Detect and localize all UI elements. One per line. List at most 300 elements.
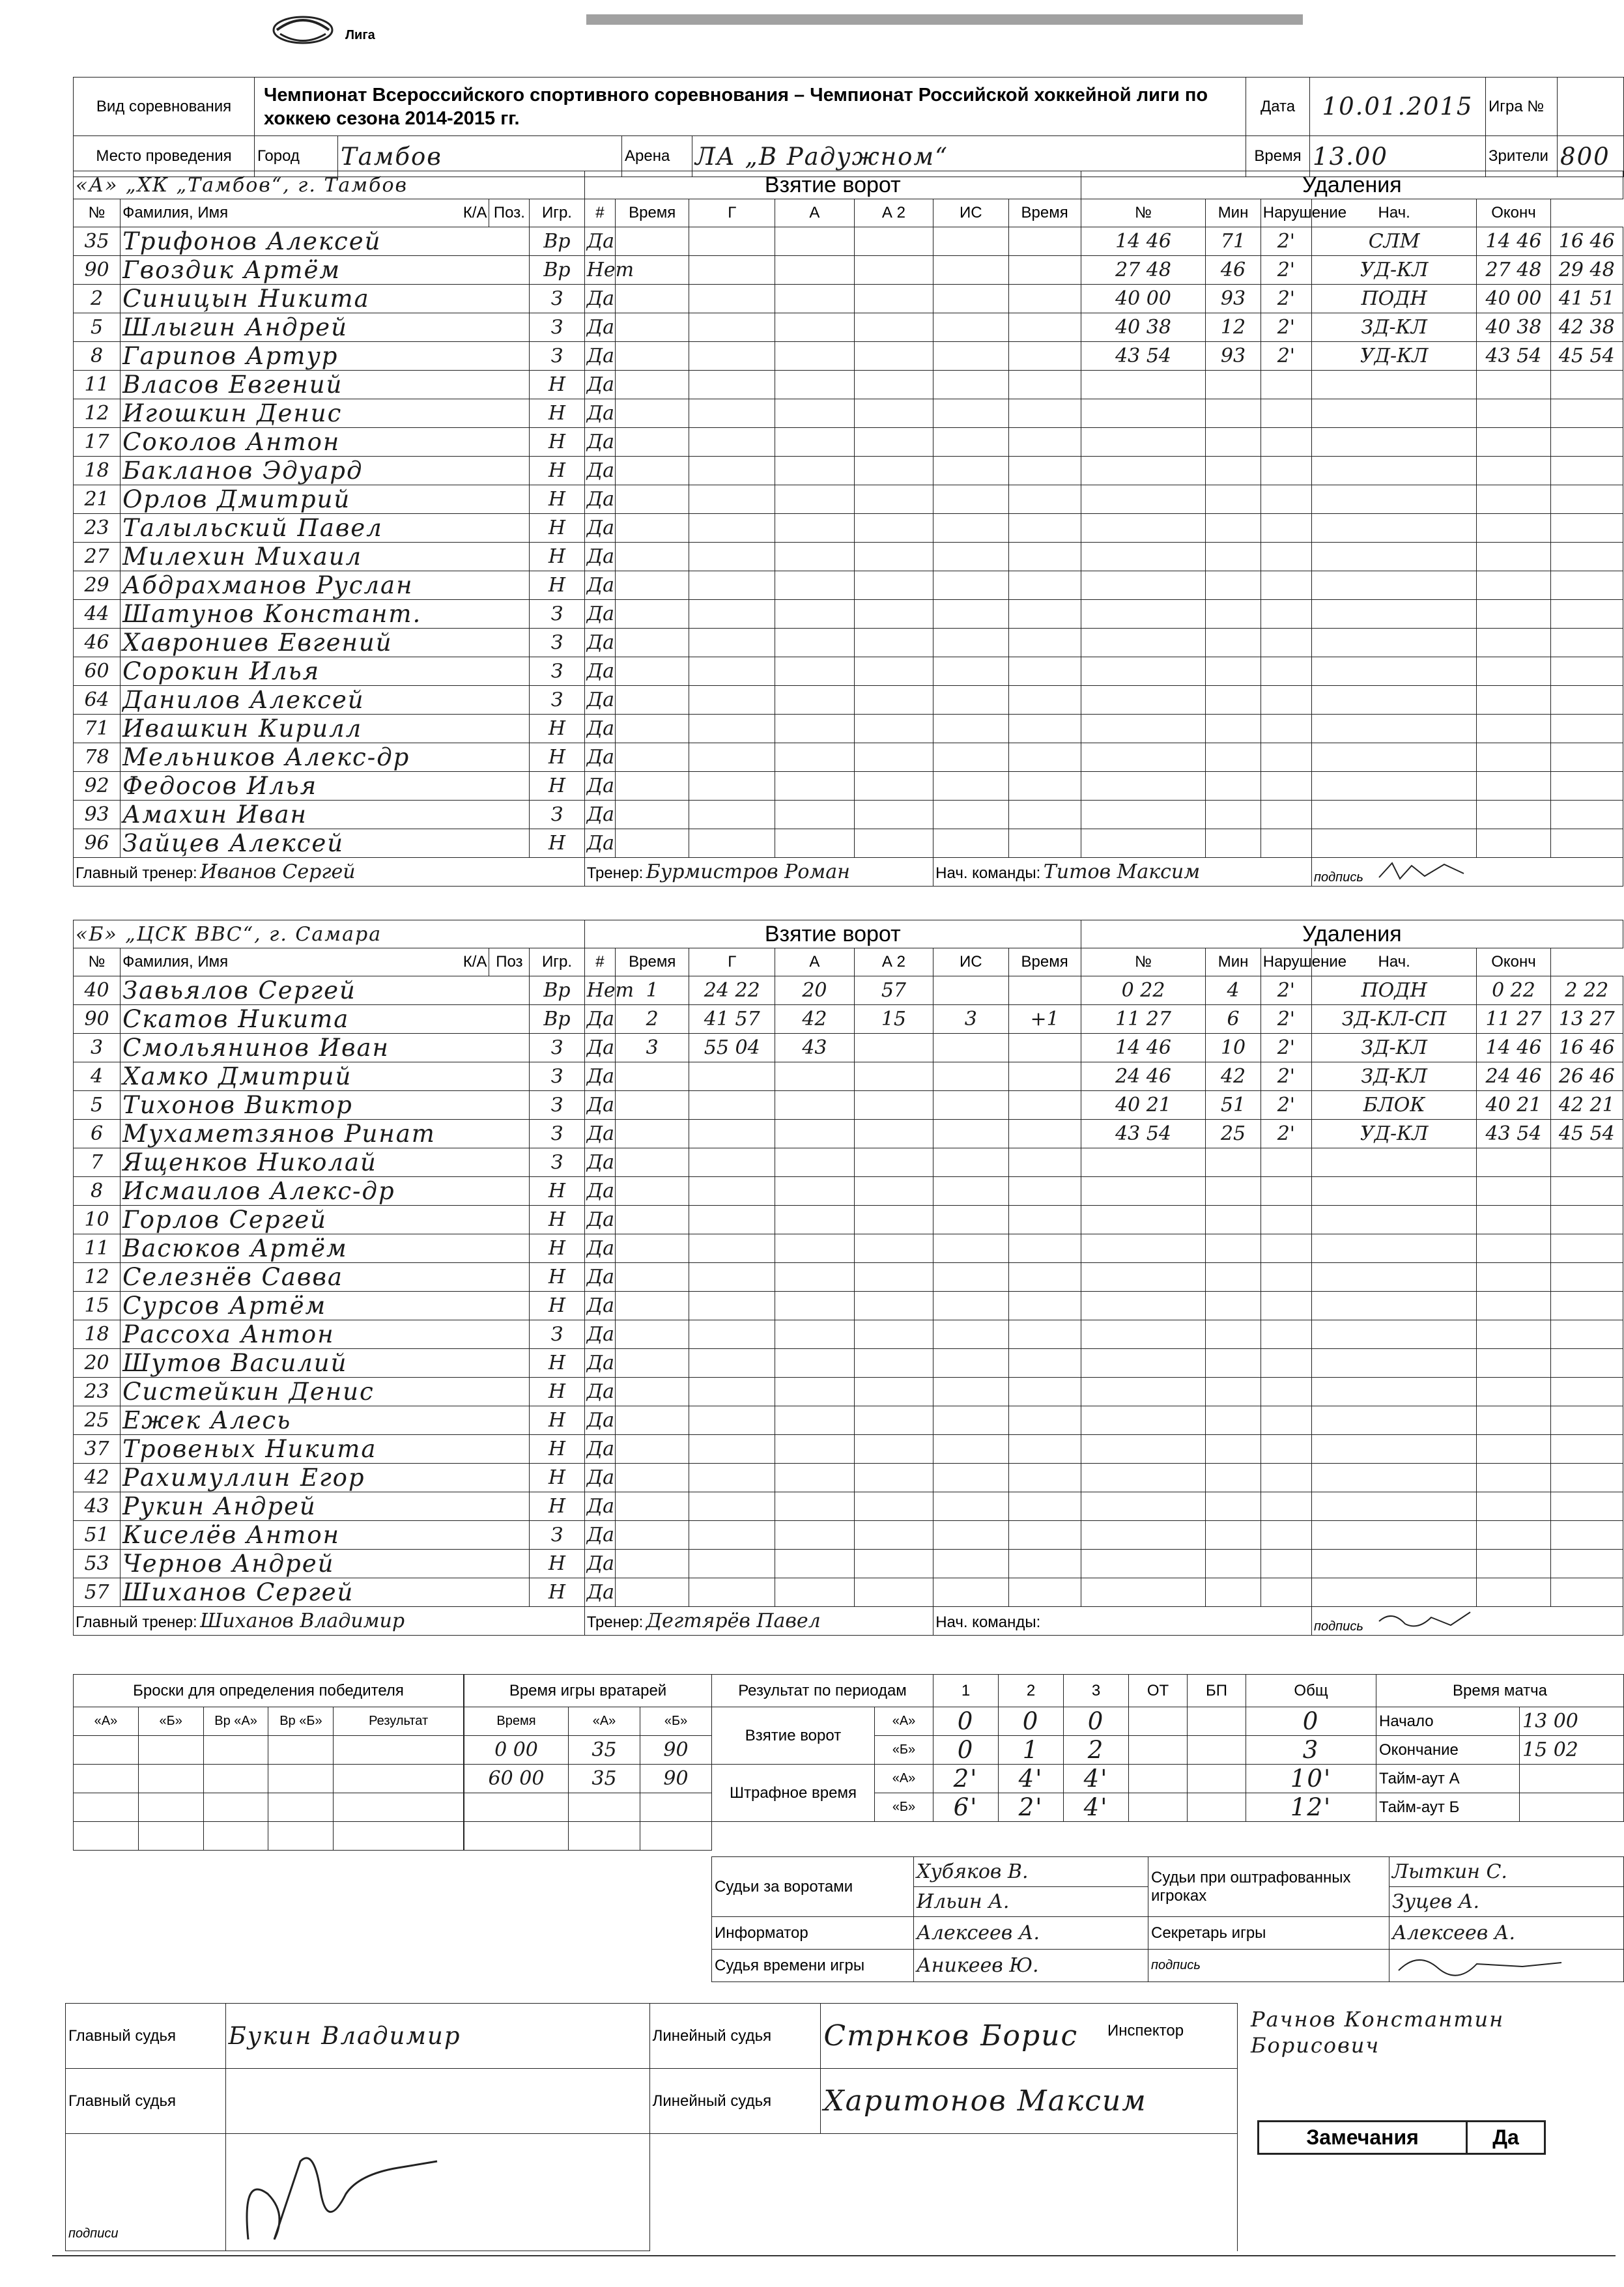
player-name: Смольянинов Иван <box>121 1034 489 1062</box>
player-name: Синицын Никита <box>121 285 489 313</box>
penalty-time: 24 46 <box>1081 1062 1206 1091</box>
goal-g <box>775 801 855 829</box>
informer-value: Алексеев А. <box>914 1917 1148 1950</box>
period-value: 2 <box>1064 1736 1129 1765</box>
penalty-min <box>1261 715 1311 743</box>
player-position: З <box>530 1062 584 1091</box>
team-b-table <box>73 920 1623 1636</box>
goal-a2 <box>933 543 1008 571</box>
goal-n <box>616 571 689 600</box>
player-position: З <box>530 1148 584 1177</box>
player-number: 23 <box>74 1378 121 1406</box>
player-row <box>74 399 1623 428</box>
penalty-no <box>1206 629 1261 657</box>
player-name: Тихонов Виктор <box>121 1091 489 1120</box>
col-name <box>121 199 489 227</box>
penalty-no <box>1206 543 1261 571</box>
player-number: 15 <box>74 1292 121 1320</box>
goal-a2 <box>933 1349 1008 1378</box>
goal-is <box>1008 1120 1081 1148</box>
goal-n <box>616 801 689 829</box>
logo-text: Лига <box>345 28 375 42</box>
period-col: 2 <box>999 1675 1064 1707</box>
penalty-time: 40 21 <box>1081 1091 1206 1120</box>
penalty-min <box>1261 1550 1311 1578</box>
goal-is <box>1008 1263 1081 1292</box>
goal-n: 1 <box>616 976 689 1005</box>
penalty-no <box>1206 1406 1261 1435</box>
penalty-col-2: Мин <box>1206 948 1261 976</box>
player-ka <box>489 1521 530 1550</box>
player-played: Да <box>584 227 615 256</box>
goal-time <box>689 1578 775 1607</box>
goal-a2 <box>933 1062 1008 1091</box>
team-b-roster <box>74 976 1623 1607</box>
penalty-time <box>1081 1406 1206 1435</box>
player-ka <box>489 1492 530 1521</box>
goal-g <box>775 772 855 801</box>
goalies-col: «Б» <box>640 1707 712 1736</box>
goal-n <box>616 772 689 801</box>
goal-g <box>775 1578 855 1607</box>
goal-is <box>1008 428 1081 457</box>
goal-a <box>854 256 933 285</box>
period-row-label: Штрафное время <box>712 1765 875 1822</box>
goalies-table <box>464 1674 712 1851</box>
penalty-no <box>1206 1492 1261 1521</box>
player-name: Селезнёв Савва <box>121 1263 489 1292</box>
player-row <box>74 1578 1623 1607</box>
player-number: 96 <box>74 829 121 858</box>
penalty-end <box>1550 1464 1623 1492</box>
penalty-start: 0 22 <box>1477 976 1550 1005</box>
penalty-time <box>1081 1435 1206 1464</box>
goal-time <box>689 629 775 657</box>
goal-a <box>854 1091 933 1120</box>
col-name-label: Фамилия, Имя <box>122 953 229 971</box>
team-b-header: «Б» „ЦСК ВВС“, г. Самара <box>74 920 585 948</box>
goal-col-2: Г <box>689 199 775 227</box>
goal-is <box>1008 1378 1081 1406</box>
goal-is <box>1008 399 1081 428</box>
penalty-end <box>1550 772 1623 801</box>
goal-time <box>689 1349 775 1378</box>
player-played: Нет <box>584 256 615 285</box>
penalty-start <box>1477 657 1550 686</box>
penalty-infr <box>1312 1320 1477 1349</box>
player-played: Да <box>584 686 615 715</box>
player-played: Да <box>584 1034 615 1062</box>
goal-is <box>1008 342 1081 371</box>
player-position: Н <box>530 1578 584 1607</box>
penalty-start <box>1477 1349 1550 1378</box>
player-name: Хаврониев Евгений <box>121 629 489 657</box>
goal-a2 <box>933 1578 1008 1607</box>
player-ka <box>489 428 530 457</box>
player-played: Да <box>584 829 615 858</box>
goal-g <box>775 514 855 543</box>
player-played: Да <box>584 1406 615 1435</box>
player-row <box>74 1177 1623 1206</box>
signature-icon <box>1392 1951 1588 1977</box>
goal-g <box>775 1550 855 1578</box>
player-ka <box>489 1578 530 1607</box>
penalty-time <box>1081 1177 1206 1206</box>
goal-g <box>775 227 855 256</box>
player-name: Трифонов Алексей <box>121 227 489 256</box>
penalty-no <box>1206 1206 1261 1234</box>
player-played: Да <box>584 657 615 686</box>
penalty-col-1: № <box>1081 199 1206 227</box>
player-number: 11 <box>74 1234 121 1263</box>
penalty-no: 93 <box>1206 285 1261 313</box>
goal-is <box>1008 1406 1081 1435</box>
player-row <box>74 1263 1623 1292</box>
goal-n <box>616 1464 689 1492</box>
player-position: З <box>530 1521 584 1550</box>
date-value: 10.01.2015 <box>1310 78 1486 136</box>
player-ka <box>489 543 530 571</box>
period-value: 0 <box>1246 1707 1376 1736</box>
player-ka <box>489 1464 530 1492</box>
goal-n <box>616 227 689 256</box>
goal-a <box>854 571 933 600</box>
penalty-infr <box>1312 600 1477 629</box>
player-name: Амахин Иван <box>121 801 489 829</box>
goal-is <box>1008 1320 1081 1349</box>
shootout-col: Вр «Б» <box>268 1707 334 1736</box>
col-played: Игр. <box>530 948 584 976</box>
penalty-no <box>1206 1435 1261 1464</box>
game-no-label: Игра № <box>1486 78 1558 136</box>
main-referee-label-2: Главный судья <box>66 2069 226 2134</box>
shootout-table <box>73 1674 464 1851</box>
timekeeper-label: Судья времени игры <box>712 1950 914 1982</box>
goal-a <box>854 772 933 801</box>
penalty-infr: ЗД-КЛ <box>1312 1034 1477 1062</box>
team-a-chief-cell <box>933 858 1312 887</box>
penalty-time <box>1081 715 1206 743</box>
penalty-infr <box>1312 686 1477 715</box>
signatures-label: подписи <box>68 2226 119 2241</box>
main-referee-label: Главный судья <box>66 2004 226 2069</box>
goal-a2 <box>933 313 1008 342</box>
period-value <box>1188 1736 1246 1765</box>
col-no: № <box>74 948 121 976</box>
penalty-end: 16 46 <box>1550 1034 1623 1062</box>
player-number: 2 <box>74 285 121 313</box>
player-number: 12 <box>74 399 121 428</box>
player-position: З <box>530 600 584 629</box>
penalty-start <box>1477 1550 1550 1578</box>
goal-is <box>1008 313 1081 342</box>
goal-col-0: # <box>584 199 615 227</box>
penalty-col-1: № <box>1081 948 1206 976</box>
start-value: 13 00 <box>1520 1707 1624 1736</box>
referees-table <box>65 2003 1238 2251</box>
penalty-min <box>1261 1492 1311 1521</box>
goal-is <box>1008 457 1081 485</box>
goal-n <box>616 1521 689 1550</box>
penalty-no <box>1206 1521 1261 1550</box>
period-value <box>1188 1707 1246 1736</box>
player-ka <box>489 1034 530 1062</box>
goal-n <box>616 1206 689 1234</box>
periods-title: Результат по периодам <box>712 1675 933 1707</box>
period-value: 12' <box>1246 1793 1376 1822</box>
player-position: Н <box>530 514 584 543</box>
player-name: Талыльский Павел <box>121 514 489 543</box>
penalty-infr: УД-КЛ <box>1312 342 1477 371</box>
penalty-infr <box>1312 1578 1477 1607</box>
penalty-min <box>1261 428 1311 457</box>
player-row <box>74 600 1623 629</box>
penalty-col-2: Мин <box>1206 199 1261 227</box>
goal-is <box>1008 1234 1081 1263</box>
player-ka <box>489 829 530 858</box>
penalty-time: 0 22 <box>1081 976 1206 1005</box>
penalty-time <box>1081 1292 1206 1320</box>
penalty-infr: БЛОК <box>1312 1091 1477 1120</box>
penalty-infr <box>1312 829 1477 858</box>
goal-time <box>689 1091 775 1120</box>
goal-a <box>854 743 933 772</box>
period-team-b: «Б» <box>875 1736 933 1765</box>
player-name: Шиханов Сергей <box>121 1578 489 1607</box>
goal-a2 <box>933 342 1008 371</box>
player-played: Да <box>584 743 615 772</box>
goal-n <box>616 399 689 428</box>
penalty-min <box>1261 1320 1311 1349</box>
player-position: Н <box>530 571 584 600</box>
penalty-time <box>1081 629 1206 657</box>
goal-g <box>775 399 855 428</box>
goal-is <box>1008 227 1081 256</box>
col-ka-label: К/А <box>463 204 487 221</box>
player-played: Да <box>584 285 615 313</box>
penalty-start: 14 46 <box>1477 227 1550 256</box>
player-position: З <box>530 1120 584 1148</box>
player-number: 42 <box>74 1464 121 1492</box>
player-ka <box>489 485 530 514</box>
penalty-infr <box>1312 801 1477 829</box>
team-b-goals-title: Взятие ворот <box>584 920 1081 948</box>
goal-is <box>1008 1148 1081 1177</box>
penalty-start <box>1477 1406 1550 1435</box>
player-position: Н <box>530 1349 584 1378</box>
goal-time <box>689 428 775 457</box>
goal-n <box>616 600 689 629</box>
goal-a <box>854 1492 933 1521</box>
officials-table <box>711 1856 1624 1982</box>
penalty-no <box>1206 1578 1261 1607</box>
goal-col-3: А <box>775 948 855 976</box>
coach-label: Главный тренер: <box>76 864 197 882</box>
goal-n: 2 <box>616 1005 689 1034</box>
match-time-table <box>1376 1674 1624 1822</box>
goal-time <box>689 657 775 686</box>
penalty-min <box>1261 371 1311 399</box>
player-name: Рассоха Антон <box>121 1320 489 1349</box>
player-ka <box>489 285 530 313</box>
penalty-end: 42 21 <box>1550 1091 1623 1120</box>
penalty-infr <box>1312 571 1477 600</box>
player-position: Н <box>530 399 584 428</box>
player-number: 35 <box>74 227 121 256</box>
goal-a2 <box>933 285 1008 313</box>
periods-rows <box>712 1707 1376 1822</box>
penalty-end <box>1550 428 1623 457</box>
goal-g <box>775 629 855 657</box>
penalty-no <box>1206 371 1261 399</box>
penalty-start <box>1477 485 1550 514</box>
penalty-end: 29 48 <box>1550 256 1623 285</box>
player-row <box>74 1206 1623 1234</box>
player-number: 21 <box>74 485 121 514</box>
penalty-end <box>1550 1521 1623 1550</box>
goal-a <box>854 1034 933 1062</box>
player-row <box>74 1091 1623 1120</box>
goal-a2 <box>933 428 1008 457</box>
goal-n <box>616 1292 689 1320</box>
goal-g <box>775 1177 855 1206</box>
player-position: З <box>530 801 584 829</box>
penalty-min <box>1261 1406 1311 1435</box>
penalty-col-4: Нач. <box>1312 199 1477 227</box>
goal-a <box>854 1177 933 1206</box>
goal-is <box>1008 600 1081 629</box>
team-a-coach: Иванов Сергей <box>200 860 356 883</box>
goal-a2 <box>933 371 1008 399</box>
goal-is <box>1008 514 1081 543</box>
penalty-min: 2' <box>1261 256 1311 285</box>
penalty-end <box>1550 485 1623 514</box>
sign-label: подпись <box>1148 1950 1389 1982</box>
goal-g <box>775 1320 855 1349</box>
player-played: Да <box>584 1177 615 1206</box>
player-position: Н <box>530 1550 584 1578</box>
goal-is <box>1008 543 1081 571</box>
period-value <box>1188 1793 1246 1822</box>
goal-g <box>775 743 855 772</box>
penalty-col-3: Нарушение <box>1261 199 1311 227</box>
player-row <box>74 1292 1623 1320</box>
goal-g <box>775 1349 855 1378</box>
penalty-no: 6 <box>1206 1005 1261 1034</box>
player-number: 4 <box>74 1062 121 1091</box>
goal-is <box>1008 1177 1081 1206</box>
player-number: 44 <box>74 600 121 629</box>
penalty-judge-1: Лыткин С. <box>1389 1857 1624 1887</box>
player-number: 25 <box>74 1406 121 1435</box>
player-played: Да <box>584 1320 615 1349</box>
penalty-infr <box>1312 1263 1477 1292</box>
penalty-time <box>1081 543 1206 571</box>
penalty-min <box>1261 1206 1311 1234</box>
penalty-infr: СЛМ <box>1312 227 1477 256</box>
goal-time: 55 04 <box>689 1034 775 1062</box>
shootout-columns <box>74 1707 464 1736</box>
penalty-no <box>1206 514 1261 543</box>
goal-time <box>689 1435 775 1464</box>
player-played: Да <box>584 772 615 801</box>
penalty-end <box>1550 1406 1623 1435</box>
player-ka <box>489 1177 530 1206</box>
penalty-end: 42 38 <box>1550 313 1623 342</box>
venue-label: Место проведения <box>74 136 255 177</box>
goal-col-4: А 2 <box>854 199 933 227</box>
penalty-end <box>1550 1320 1623 1349</box>
period-value: 3 <box>1246 1736 1376 1765</box>
player-position: Вр <box>530 256 584 285</box>
player-ka <box>489 1378 530 1406</box>
player-number: 20 <box>74 1349 121 1378</box>
penalty-min <box>1261 543 1311 571</box>
shootout-col: Результат <box>334 1707 464 1736</box>
bottom-rule <box>52 2255 1616 2256</box>
goal-a2 <box>933 256 1008 285</box>
goal-a <box>854 371 933 399</box>
penalty-end: 45 54 <box>1550 1120 1623 1148</box>
player-ka <box>489 1406 530 1435</box>
secretary-label: Секретарь игры <box>1148 1917 1389 1950</box>
goal-a <box>854 285 933 313</box>
penalty-no <box>1206 600 1261 629</box>
player-ka <box>489 976 530 1005</box>
goal-n <box>616 1406 689 1435</box>
inspector-value: Рачнов Константин Борисович <box>1251 2007 1505 2058</box>
goal-a2 <box>933 1492 1008 1521</box>
penalty-start: 40 00 <box>1477 285 1550 313</box>
penalty-infr <box>1312 657 1477 686</box>
goal-a2 <box>933 743 1008 772</box>
penalty-time <box>1081 371 1206 399</box>
player-row <box>74 571 1623 600</box>
player-name: Хамко Дмитрий <box>121 1062 489 1091</box>
penalty-time: 11 27 <box>1081 1005 1206 1034</box>
player-row <box>74 976 1623 1005</box>
player-played: Да <box>584 629 615 657</box>
player-number: 7 <box>74 1148 121 1177</box>
penalty-time <box>1081 514 1206 543</box>
goal-a2 <box>933 629 1008 657</box>
line-referee-2: Харитонов Максим <box>821 2069 1238 2134</box>
goal-a: 57 <box>854 976 933 1005</box>
goal-is <box>1008 256 1081 285</box>
goal-col-1: Время <box>616 948 689 976</box>
penalty-min <box>1261 1435 1311 1464</box>
goal-n <box>616 829 689 858</box>
signature-icon <box>229 2135 554 2246</box>
player-row <box>74 1550 1623 1578</box>
goal-col-5: ИС <box>933 948 1008 976</box>
penalty-infr <box>1312 1521 1477 1550</box>
goal-is <box>1008 715 1081 743</box>
player-row <box>74 1492 1623 1521</box>
team-a-column-headers <box>74 199 1623 227</box>
penalty-end <box>1550 1292 1623 1320</box>
goal-n <box>616 657 689 686</box>
goal-is: +1 <box>1008 1005 1081 1034</box>
team-a-roster <box>74 227 1623 858</box>
penalty-time <box>1081 1320 1206 1349</box>
player-played: Да <box>584 571 615 600</box>
penalty-time <box>1081 1578 1206 1607</box>
penalty-time <box>1081 772 1206 801</box>
goal-g <box>775 1292 855 1320</box>
penalty-start: 11 27 <box>1477 1005 1550 1034</box>
player-row <box>74 1234 1623 1263</box>
